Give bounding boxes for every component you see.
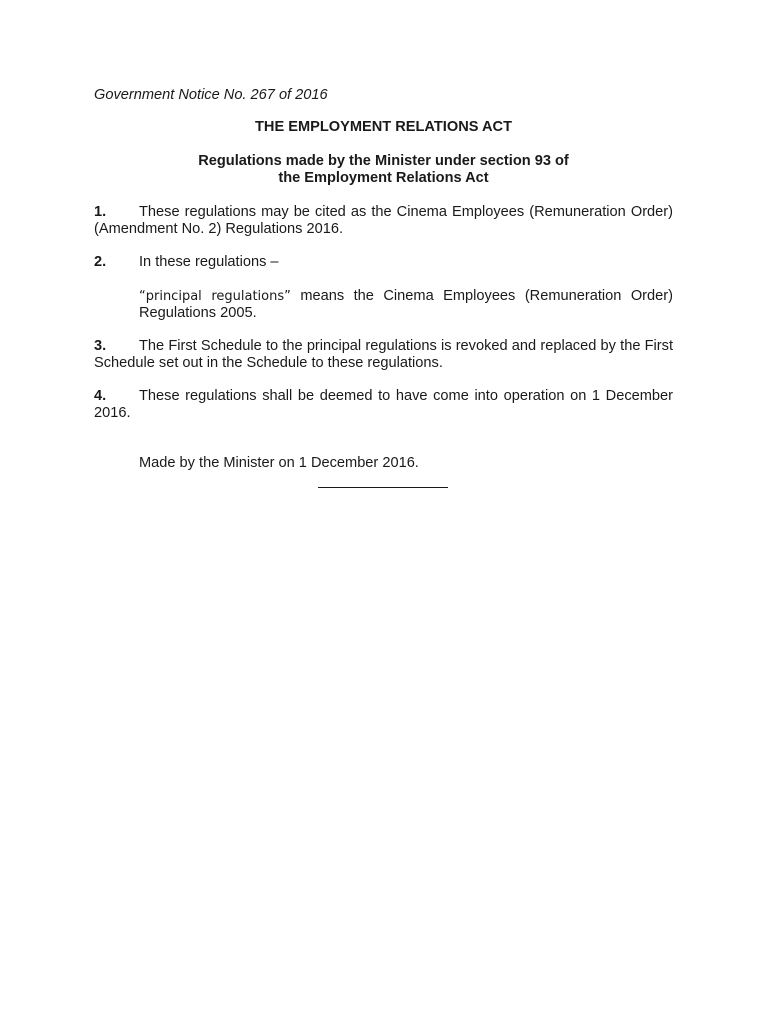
paragraph-text: These regulations shall be deemed to have come into operation on 1 December 2016. bbox=[94, 388, 673, 421]
paragraph-number: 2. bbox=[94, 254, 107, 270]
government-notice-number: Government Notice No. 267 of 2016 bbox=[94, 87, 328, 103]
made-by-line: Made by the Minister on 1 December 2016. bbox=[139, 455, 419, 471]
paragraph-text: The First Schedule to the principal regulations is revoked and replaced by the First Schedule set out in the Schedule to these regulations. bbox=[94, 338, 673, 371]
paragraph-number: 1. bbox=[94, 204, 107, 220]
paragraph-number: 3. bbox=[94, 338, 107, 354]
defined-term: “principal regulations” bbox=[139, 289, 291, 304]
paragraph-3 bbox=[94, 338, 673, 372]
paragraph-2 bbox=[94, 254, 673, 271]
subtitle-line-2: the Employment Relations Act bbox=[278, 170, 489, 186]
definition-text: means the Cinema Employees (Remuneration Order) Regulations 2005. bbox=[139, 288, 673, 321]
signature-rule bbox=[318, 487, 448, 488]
subtitle-line-1: Regulations made by the Minister under section 93 of bbox=[198, 153, 569, 169]
act-title: THE EMPLOYMENT RELATIONS ACT bbox=[254, 119, 512, 135]
regulations-subtitle bbox=[94, 153, 673, 187]
paragraph-text: In these regulations – bbox=[139, 254, 279, 270]
paragraph-4 bbox=[94, 388, 673, 422]
definition-principal-regulations bbox=[139, 288, 673, 322]
paragraph-number: 4. bbox=[94, 388, 107, 404]
paragraph-1 bbox=[94, 204, 673, 238]
paragraph-text: These regulations may be cited as the Cinema Employees (Remuneration Order) (Amendment No. 2) Regulations 2016. bbox=[94, 204, 673, 237]
